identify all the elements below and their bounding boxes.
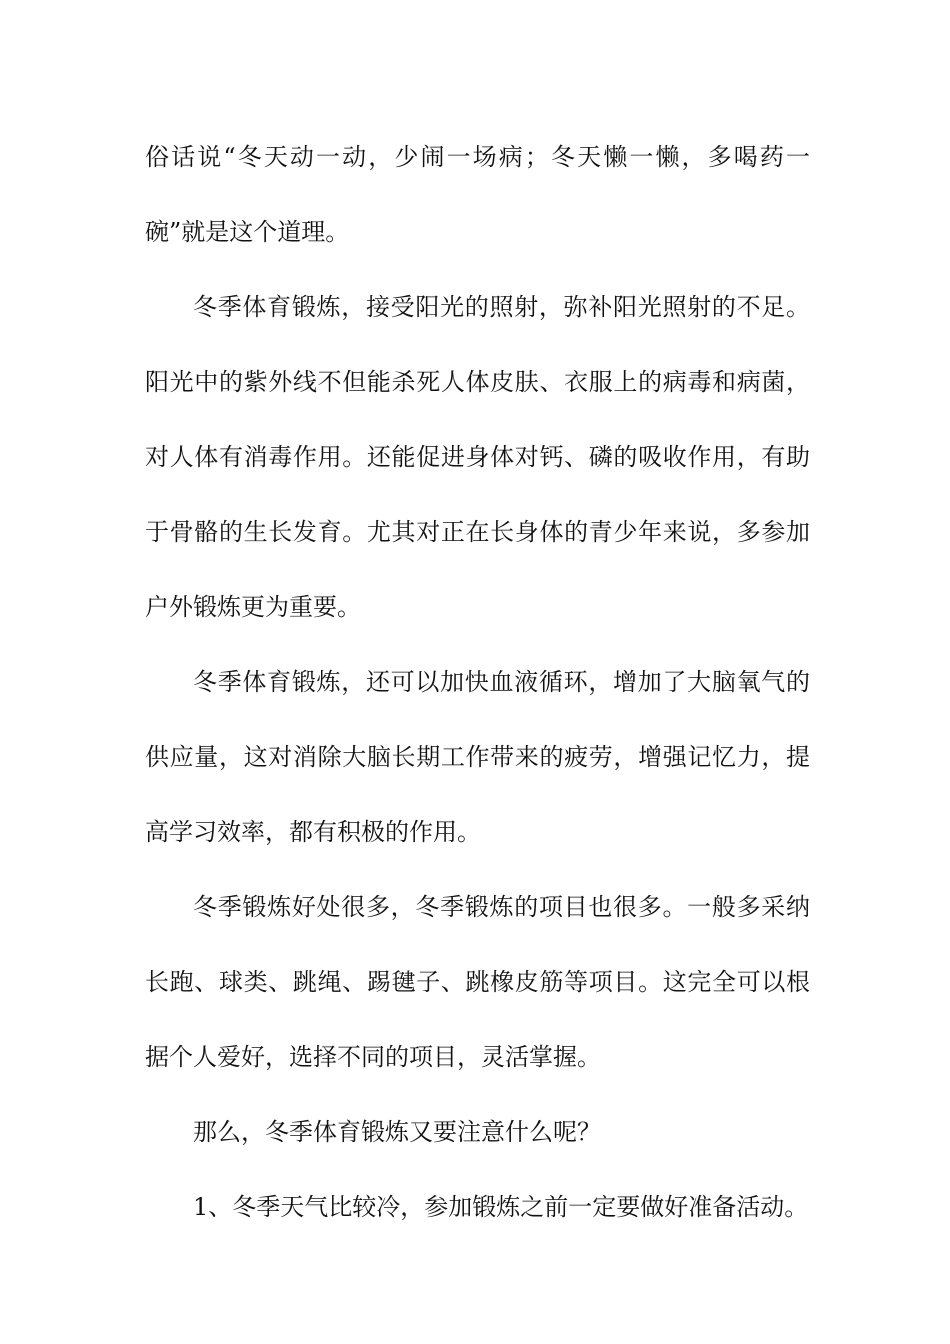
paragraph-exercise-options: 冬季锻炼好处很多，冬季锻炼的项目也很多。一般多采纳长跑、球类、跳绳、踢毽子、跳橡皮筋等项目。这完全可以根据个人爱好，选择不同的项目，灵活掌握。 [145, 893, 810, 1071]
paragraph-proverb: 俗话说“冬天动一动，少闹一场病；冬天懒一懒，多喝药一碗”就是这个道理。 [145, 143, 810, 246]
paragraph-sunlight-benefits: 冬季体育锻炼，接受阳光的照射，弥补阳光照射的不足。阳光中的紫外线不但能杀死人体皮肤、衣服上的病毒和病菌，对人体有消毒作用。还能促进身体对钙、磷的吸收作用，有助于骨骼的生长发育。尤其对正在长身体的青少年来说，多参加户外锻炼更为重要。 [145, 293, 810, 621]
paragraph-precaution-1: 1、冬季天气比较冷，参加锻炼之前一定要做好准备活动。 [193, 1193, 809, 1221]
paragraph-blood-circulation: 冬季体育锻炼，还可以加快血液循环，增加了大脑氧气的供应量，这对消除大脑长期工作带来的疲劳，增强记忆力，提高学习效率，都有积极的作用。 [145, 668, 810, 846]
document-body [145, 120, 810, 1245]
paragraph-precautions-question: 那么，冬季体育锻炼又要注意什么呢？ [193, 1118, 601, 1146]
